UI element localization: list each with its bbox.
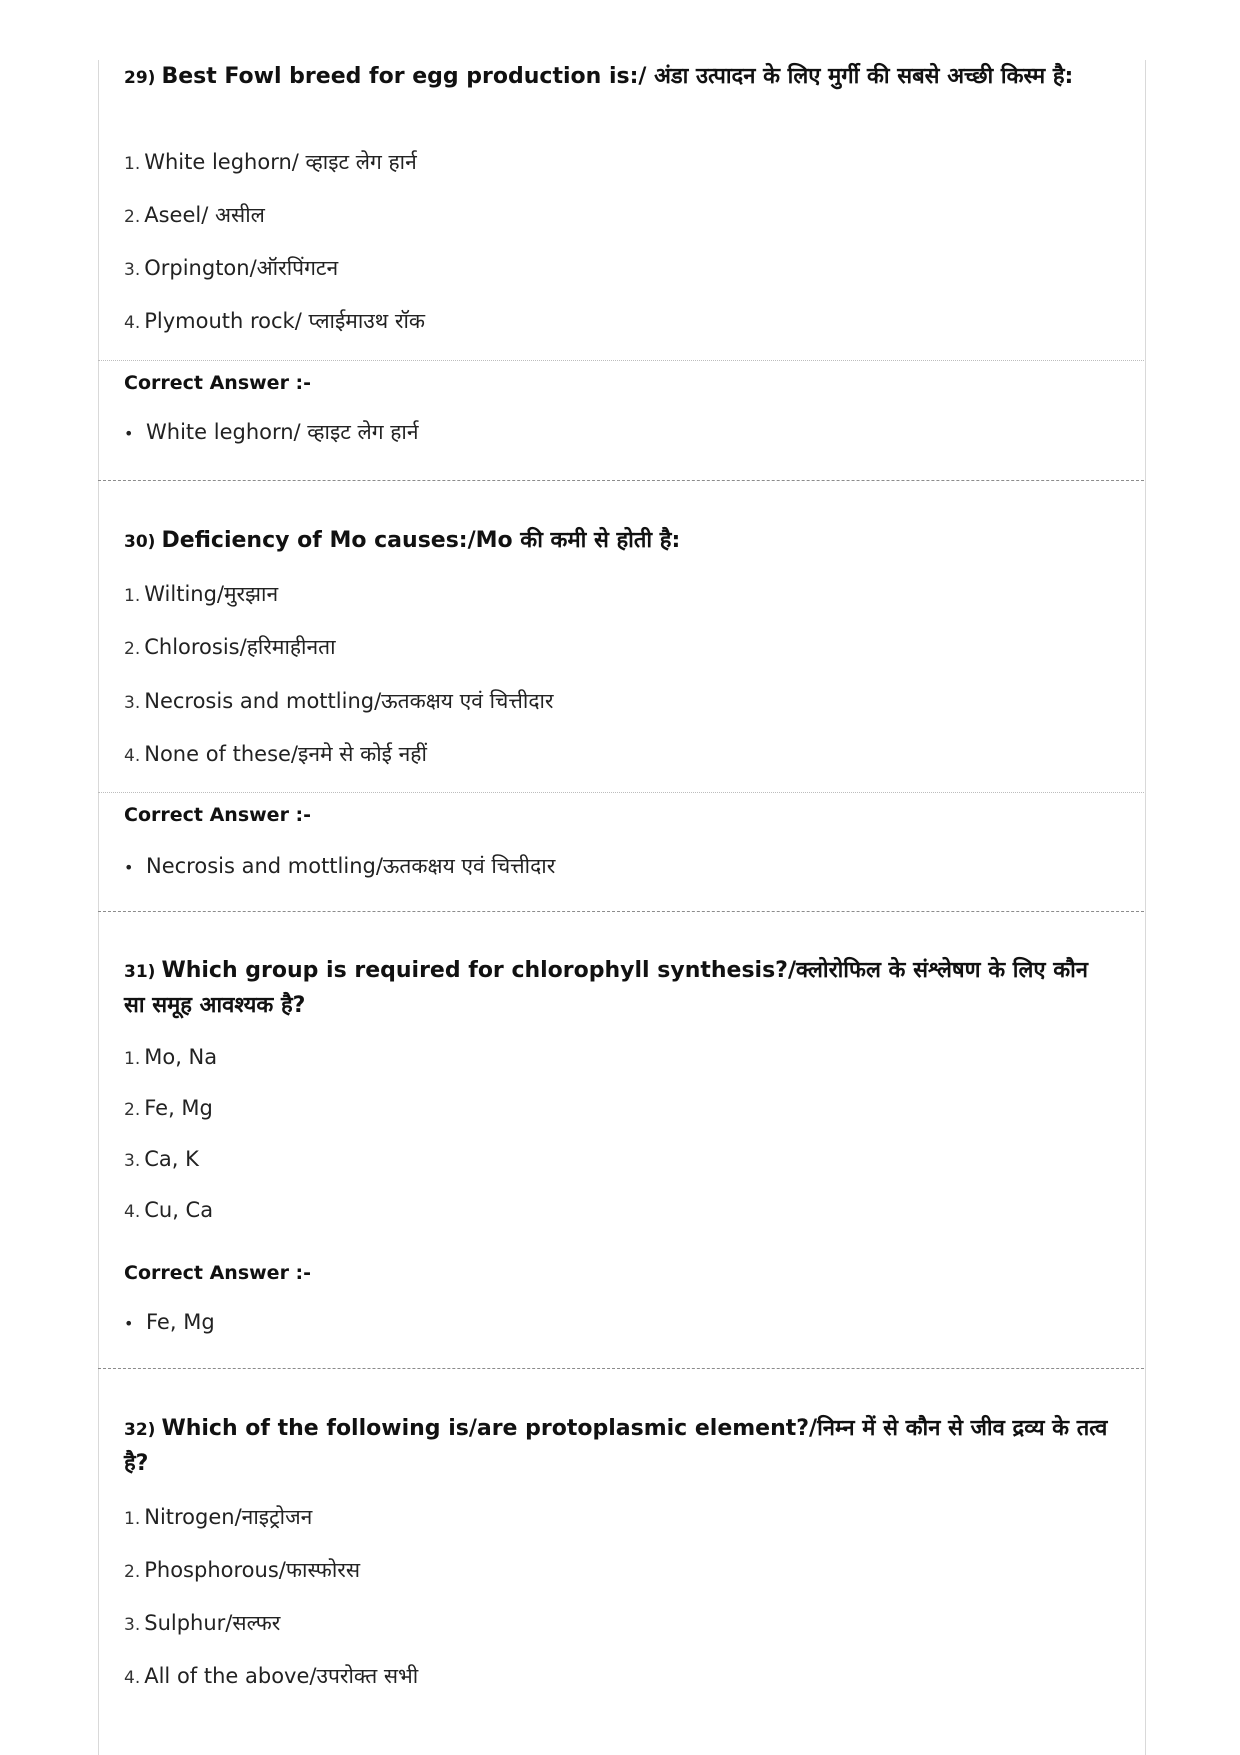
question-text: Which of the following is/are protoplasmic element?/निम्न में से कौन से जीव द्रव्य के तत्व है? bbox=[124, 1416, 1108, 1476]
option-item: 3. Necrosis and mottling/ऊतकक्षय एवं चित्तीदार bbox=[124, 689, 554, 713]
correct-answer-label: Correct Answer :- bbox=[124, 372, 312, 394]
bullet-icon: • bbox=[124, 424, 134, 443]
option-item: 1. Mo, Na bbox=[124, 1045, 218, 1069]
question-number: 31) bbox=[124, 962, 156, 982]
option-item: 2. Fe, Mg bbox=[124, 1096, 213, 1120]
option-item: 4. All of the above/उपरोक्त सभी bbox=[124, 1664, 419, 1688]
option-item: 1. Nitrogen/नाइट्रोजन bbox=[124, 1505, 313, 1529]
question-number: 30) bbox=[124, 532, 156, 552]
question-title-29 bbox=[124, 60, 1114, 95]
option-item: 1. Wilting/मुरझान bbox=[124, 582, 279, 606]
bullet-icon: • bbox=[124, 1314, 134, 1333]
question-text: Deficiency of Mo causes:/Mo की कमी से होती है: bbox=[161, 528, 681, 553]
correct-answer: • White leghorn/ व्हाइट लेग हार्न bbox=[124, 420, 419, 444]
option-item: 2. Chlorosis/हरिमाहीनता bbox=[124, 635, 336, 659]
option-item: 3. Ca, K bbox=[124, 1147, 199, 1171]
bullet-icon: • bbox=[124, 858, 134, 877]
question-separator bbox=[98, 1368, 1144, 1369]
option-item: 2. Phosphorous/फास्फोरस bbox=[124, 1558, 361, 1582]
question-separator bbox=[98, 911, 1144, 912]
question-title-32 bbox=[124, 1412, 1114, 1481]
question-number: 29) bbox=[124, 68, 156, 88]
question-title-31 bbox=[124, 954, 1114, 1023]
correct-answer-label: Correct Answer :- bbox=[124, 804, 312, 826]
question-text: Which group is required for chlorophyll synthesis?/क्लोरोफिल के संश्लेषण के लिए कौन सा समूह आवश्यक है? bbox=[124, 958, 1089, 1018]
question-text: Best Fowl breed for egg production is:/ अंडा उत्पादन के लिए मुर्गी की सबसे अच्छी किस्म है: bbox=[161, 64, 1074, 89]
option-item: 4. Plymouth rock/ प्लाईमाउथ रॉक bbox=[124, 309, 426, 333]
option-item: 4. None of these/इनमे से कोई नहीं bbox=[124, 742, 427, 766]
question-number: 32) bbox=[124, 1420, 156, 1440]
question-title-30 bbox=[124, 524, 1114, 559]
divider bbox=[98, 360, 1144, 361]
correct-answer-label: Correct Answer :- bbox=[124, 1262, 312, 1284]
divider bbox=[98, 792, 1144, 793]
option-item: 2. Aseel/ असील bbox=[124, 203, 265, 227]
option-item: 1. White leghorn/ व्हाइट लेग हार्न bbox=[124, 150, 417, 174]
option-item: 4. Cu, Ca bbox=[124, 1198, 214, 1222]
option-item: 3. Orpington/ऑरपिंगटन bbox=[124, 256, 339, 280]
correct-answer: • Fe, Mg bbox=[124, 1310, 215, 1334]
question-separator bbox=[98, 480, 1144, 481]
option-item: 3. Sulphur/सल्फर bbox=[124, 1611, 281, 1635]
correct-answer: • Necrosis and mottling/ऊतकक्षय एवं चित्तीदार bbox=[124, 854, 556, 878]
